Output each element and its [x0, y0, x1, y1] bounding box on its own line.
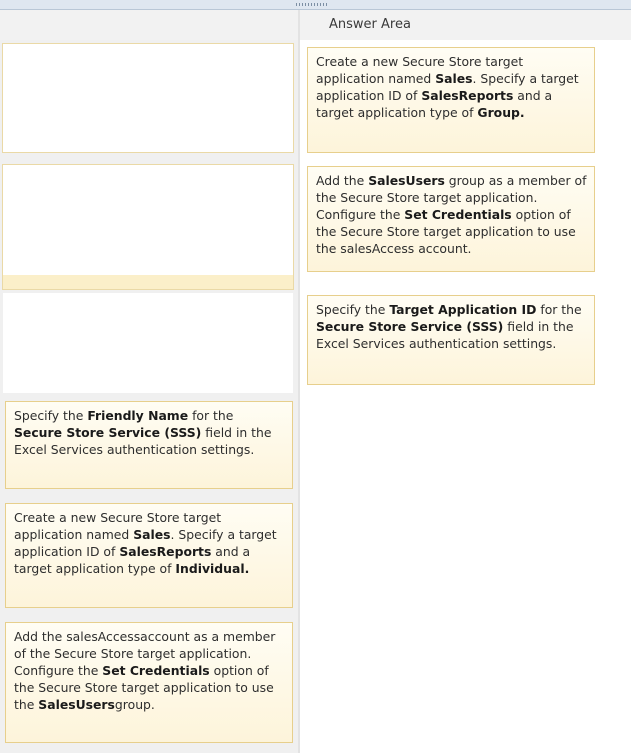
- card-text-bold-run: Group.: [477, 105, 525, 120]
- card-text-bold-run: Secure Store Service (SSS): [316, 319, 504, 334]
- grip-handle-icon[interactable]: [296, 3, 328, 6]
- card-text-bold-run: Set Credentials: [404, 207, 512, 222]
- card-text-bold-run: SalesUsers: [368, 173, 445, 188]
- source-card-1[interactable]: [5, 401, 293, 489]
- card-text-bold-run: Secure Store Service (SSS): [14, 425, 202, 440]
- card-text-bold-run: Individual.: [175, 561, 250, 576]
- card-text-bold-run: Friendly Name: [87, 408, 189, 423]
- card-text-run: for the: [536, 302, 582, 317]
- source-card-3[interactable]: [5, 622, 293, 743]
- card-text: [14, 510, 277, 576]
- answer-card-3[interactable]: [307, 295, 595, 385]
- answer-area-title: Answer Area: [329, 17, 411, 32]
- card-text: [316, 54, 579, 120]
- card-text-run: and a target application type of: [316, 88, 553, 120]
- card-text-run: . Specify a target application ID of: [316, 71, 579, 103]
- card-text-run: Add the salesAccessaccount as a member of the Secure Store target application. Configure the: [14, 629, 276, 678]
- card-text-run: Create a new Secure Store target application named: [14, 510, 222, 542]
- card-text-bold-run: Sales: [133, 527, 171, 542]
- card-text-run: field in the Excel Services authentication settings.: [14, 425, 272, 457]
- source-card-2[interactable]: [5, 503, 293, 608]
- source-area-header: [0, 10, 298, 40]
- slot-drop-indicator: [3, 275, 293, 289]
- card-text: [14, 408, 272, 457]
- card-text-bold-run: SalesUsers: [38, 697, 115, 712]
- card-text-run: field in the Excel Services authentication settings.: [316, 319, 574, 351]
- card-text-run: option of the Secure Store target application to use the: [14, 663, 274, 712]
- empty-source-slot: [2, 292, 294, 394]
- answer-card-2[interactable]: [307, 166, 595, 272]
- column-divider: [298, 10, 300, 753]
- answer-card-1[interactable]: [307, 47, 595, 153]
- top-splitter-bar[interactable]: [0, 0, 631, 10]
- card-text-run: group as a member of the Secure Store target application. Configure the: [316, 173, 587, 222]
- empty-source-slot: [2, 164, 294, 290]
- empty-source-slot: [2, 43, 294, 153]
- card-text-bold-run: Target Application ID: [389, 302, 537, 317]
- card-text-run: for the: [188, 408, 234, 423]
- card-text-bold-run: Sales: [435, 71, 473, 86]
- card-text-bold-run: Set Credentials: [102, 663, 210, 678]
- card-text-bold-run: SalesReports: [119, 544, 212, 559]
- card-text-run: Specify the: [316, 302, 390, 317]
- card-text-run: Create a new Secure Store target application named: [316, 54, 524, 86]
- answer-area-header: [300, 10, 631, 40]
- card-text-run: option of the Secure Store target application to use the salesAccess account.: [316, 207, 576, 256]
- card-text-run: group.: [114, 697, 155, 712]
- card-text-run: and a target application type of: [14, 544, 251, 576]
- card-text: [316, 302, 582, 351]
- card-text: [316, 173, 586, 256]
- card-text-bold-run: SalesReports: [421, 88, 514, 103]
- card-text-run: Add the: [316, 173, 369, 188]
- card-text-run: Specify the: [14, 408, 88, 423]
- card-text-run: . Specify a target application ID of: [14, 527, 277, 559]
- card-text: [14, 629, 275, 712]
